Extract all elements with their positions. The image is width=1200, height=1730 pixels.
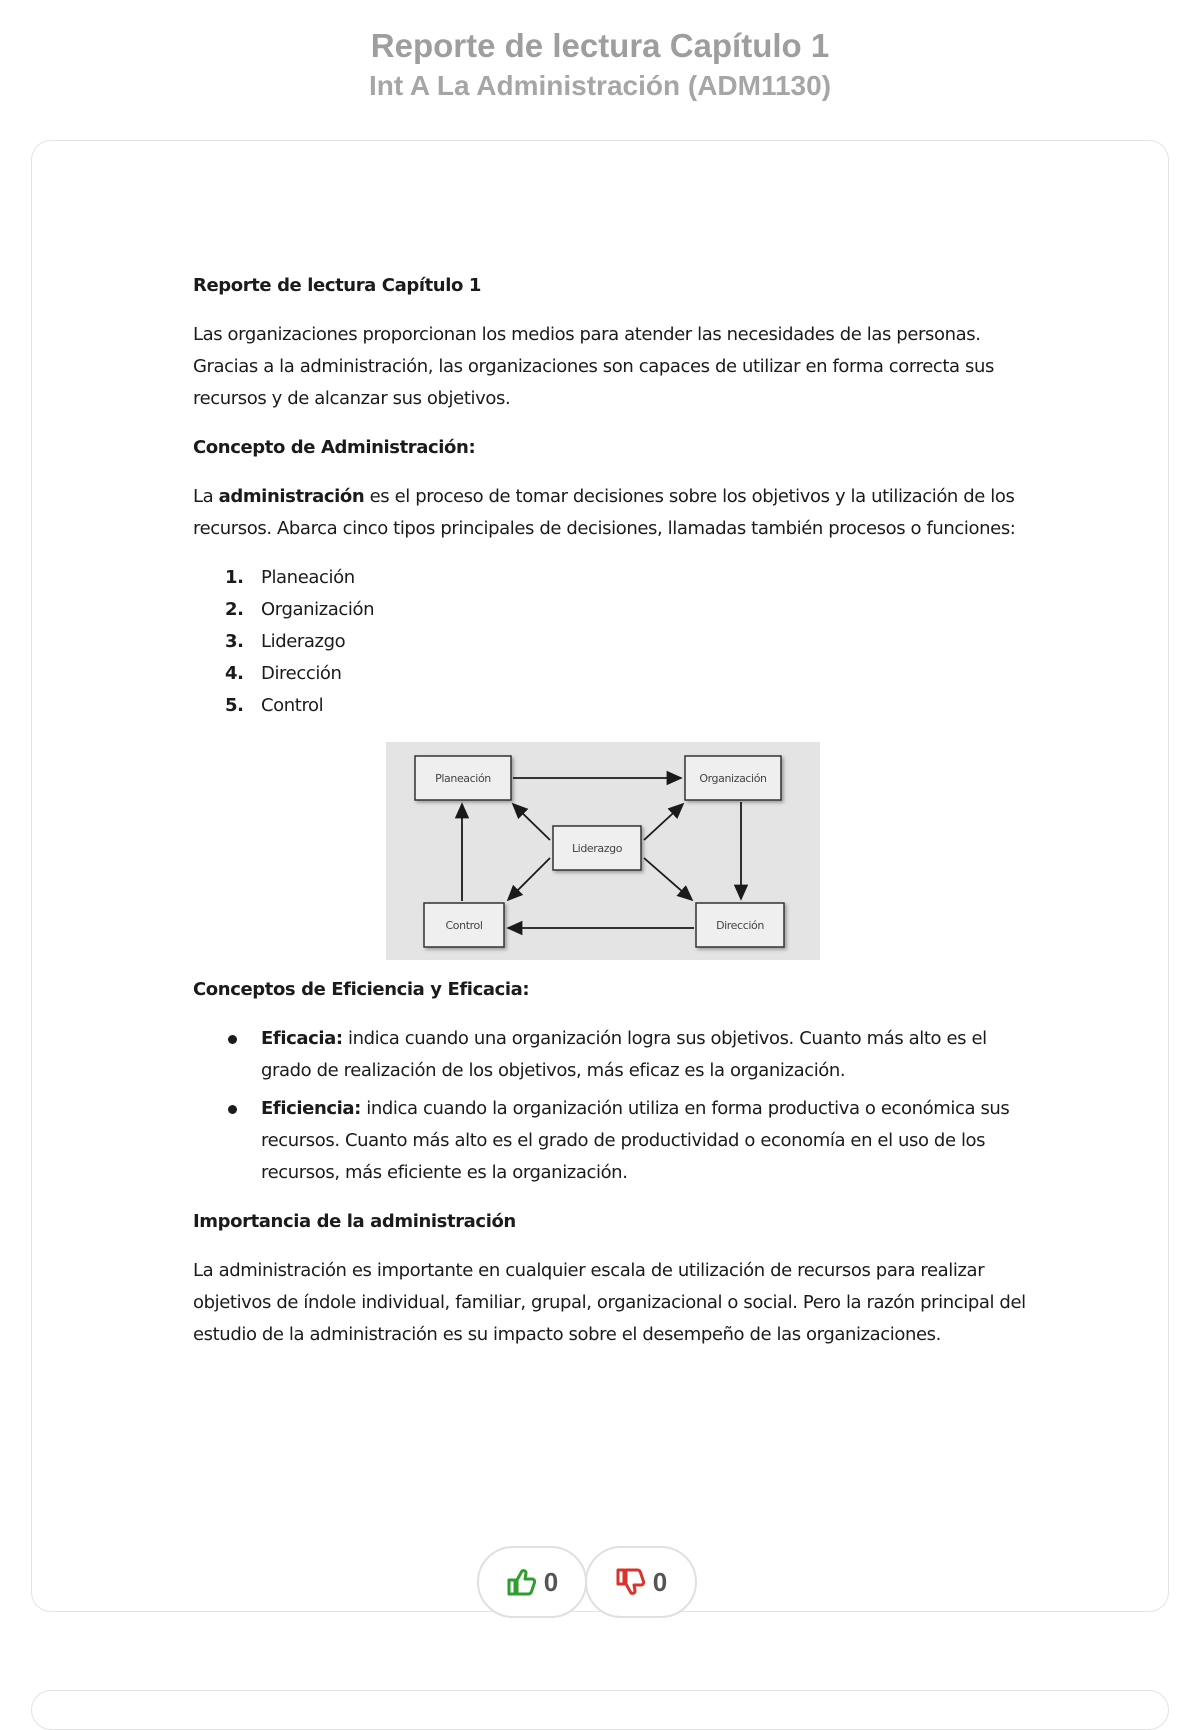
list-number: 5. [225, 695, 244, 716]
list-item [193, 1093, 1033, 1189]
efficiency-heading: Conceptos de Eficiencia y Eficacia: [193, 979, 530, 1000]
downvote-count: 0 [652, 1566, 668, 1597]
list-number: 4. [225, 663, 244, 684]
concept-term: Eficacia: [261, 1028, 343, 1049]
list-item-label: Liderazgo [261, 631, 346, 652]
bullet-icon [228, 1035, 237, 1044]
concept-heading: Concepto de Administración: [193, 437, 476, 458]
upvote-count: 0 [543, 1566, 559, 1597]
course-subtitle: Int A La Administración (ADM1130) [368, 70, 832, 101]
list-item [193, 626, 1033, 658]
list-item [193, 562, 1033, 594]
concept-paragraph [193, 481, 1033, 545]
diagram-label-planeacion: Planeación [435, 772, 491, 785]
list-item-label: Organización [261, 599, 375, 620]
list-number: 2. [225, 599, 244, 620]
thumbs-down-icon [615, 1568, 645, 1596]
upvote-button[interactable] [477, 1546, 587, 1618]
bullet-icon [228, 1105, 237, 1114]
concept-definition: indica cuando una organización logra sus objetivos. Cuanto más alto es el grado de realización de los objetivos, más eficaz es la organización. [261, 1028, 987, 1081]
process-diagram [386, 742, 820, 960]
diagram-label-liderazgo: Liderazgo [571, 842, 623, 855]
list-item-label: Dirección [261, 663, 342, 684]
document-heading: Reporte de lectura Capítulo 1 [193, 275, 481, 296]
concept-term: Eficiencia: [261, 1098, 361, 1119]
list-item [193, 690, 1033, 722]
list-item [193, 658, 1033, 690]
page-header [0, 24, 1200, 104]
diagram-label-control: Control [445, 919, 483, 932]
list-item [193, 1023, 1033, 1087]
page-title: Reporte de lectura Capítulo 1 [370, 27, 830, 64]
next-section-card [31, 1690, 1169, 1730]
list-item-label: Planeación [261, 567, 355, 588]
process-diagram-figure [193, 742, 1033, 964]
document-body [193, 270, 1033, 1351]
diagram-label-direccion: Dirección [716, 919, 764, 932]
concepts-list [193, 1023, 1033, 1189]
concept-definition: indica cuando la organización utiliza en forma productiva o económica sus recursos. Cuanto más alto es el grado de productividad o economía en el uso de los recursos, más eficiente es la organización. [261, 1098, 1010, 1183]
functions-list [193, 562, 1033, 722]
importance-heading: Importancia de la administración [193, 1211, 516, 1232]
list-number: 3. [225, 631, 244, 652]
intro-paragraph: Las organizaciones proporcionan los medios para atender las necesidades de las personas. Gracias a la administración, las organizaciones son capaces de utilizar en forma correcta sus recursos y de alcanzar sus objetivos. [193, 324, 994, 409]
list-item-label: Control [261, 695, 324, 716]
downvote-button[interactable] [585, 1546, 697, 1618]
thumbs-up-icon [506, 1568, 536, 1596]
concept-text: es el proceso de tomar decisiones sobre los objetivos y la utilización de los recursos. Abarca cinco tipos principales de decisiones, llamadas también procesos o funciones: [193, 486, 1016, 539]
list-item [193, 594, 1033, 626]
concept-term: administración [218, 486, 365, 507]
concept-prefix: La [193, 486, 219, 507]
importance-paragraph: La administración es importante en cualquier escala de utilización de recursos para realizar objetivos de índole individual, familiar, grupal, organizacional o social. Pero la razón principal del estudio de la administración es su impacto sobre el desempeño de las organizaciones. [193, 1260, 1026, 1345]
list-number: 1. [225, 567, 244, 588]
diagram-label-organizacion: Organización [699, 772, 767, 785]
